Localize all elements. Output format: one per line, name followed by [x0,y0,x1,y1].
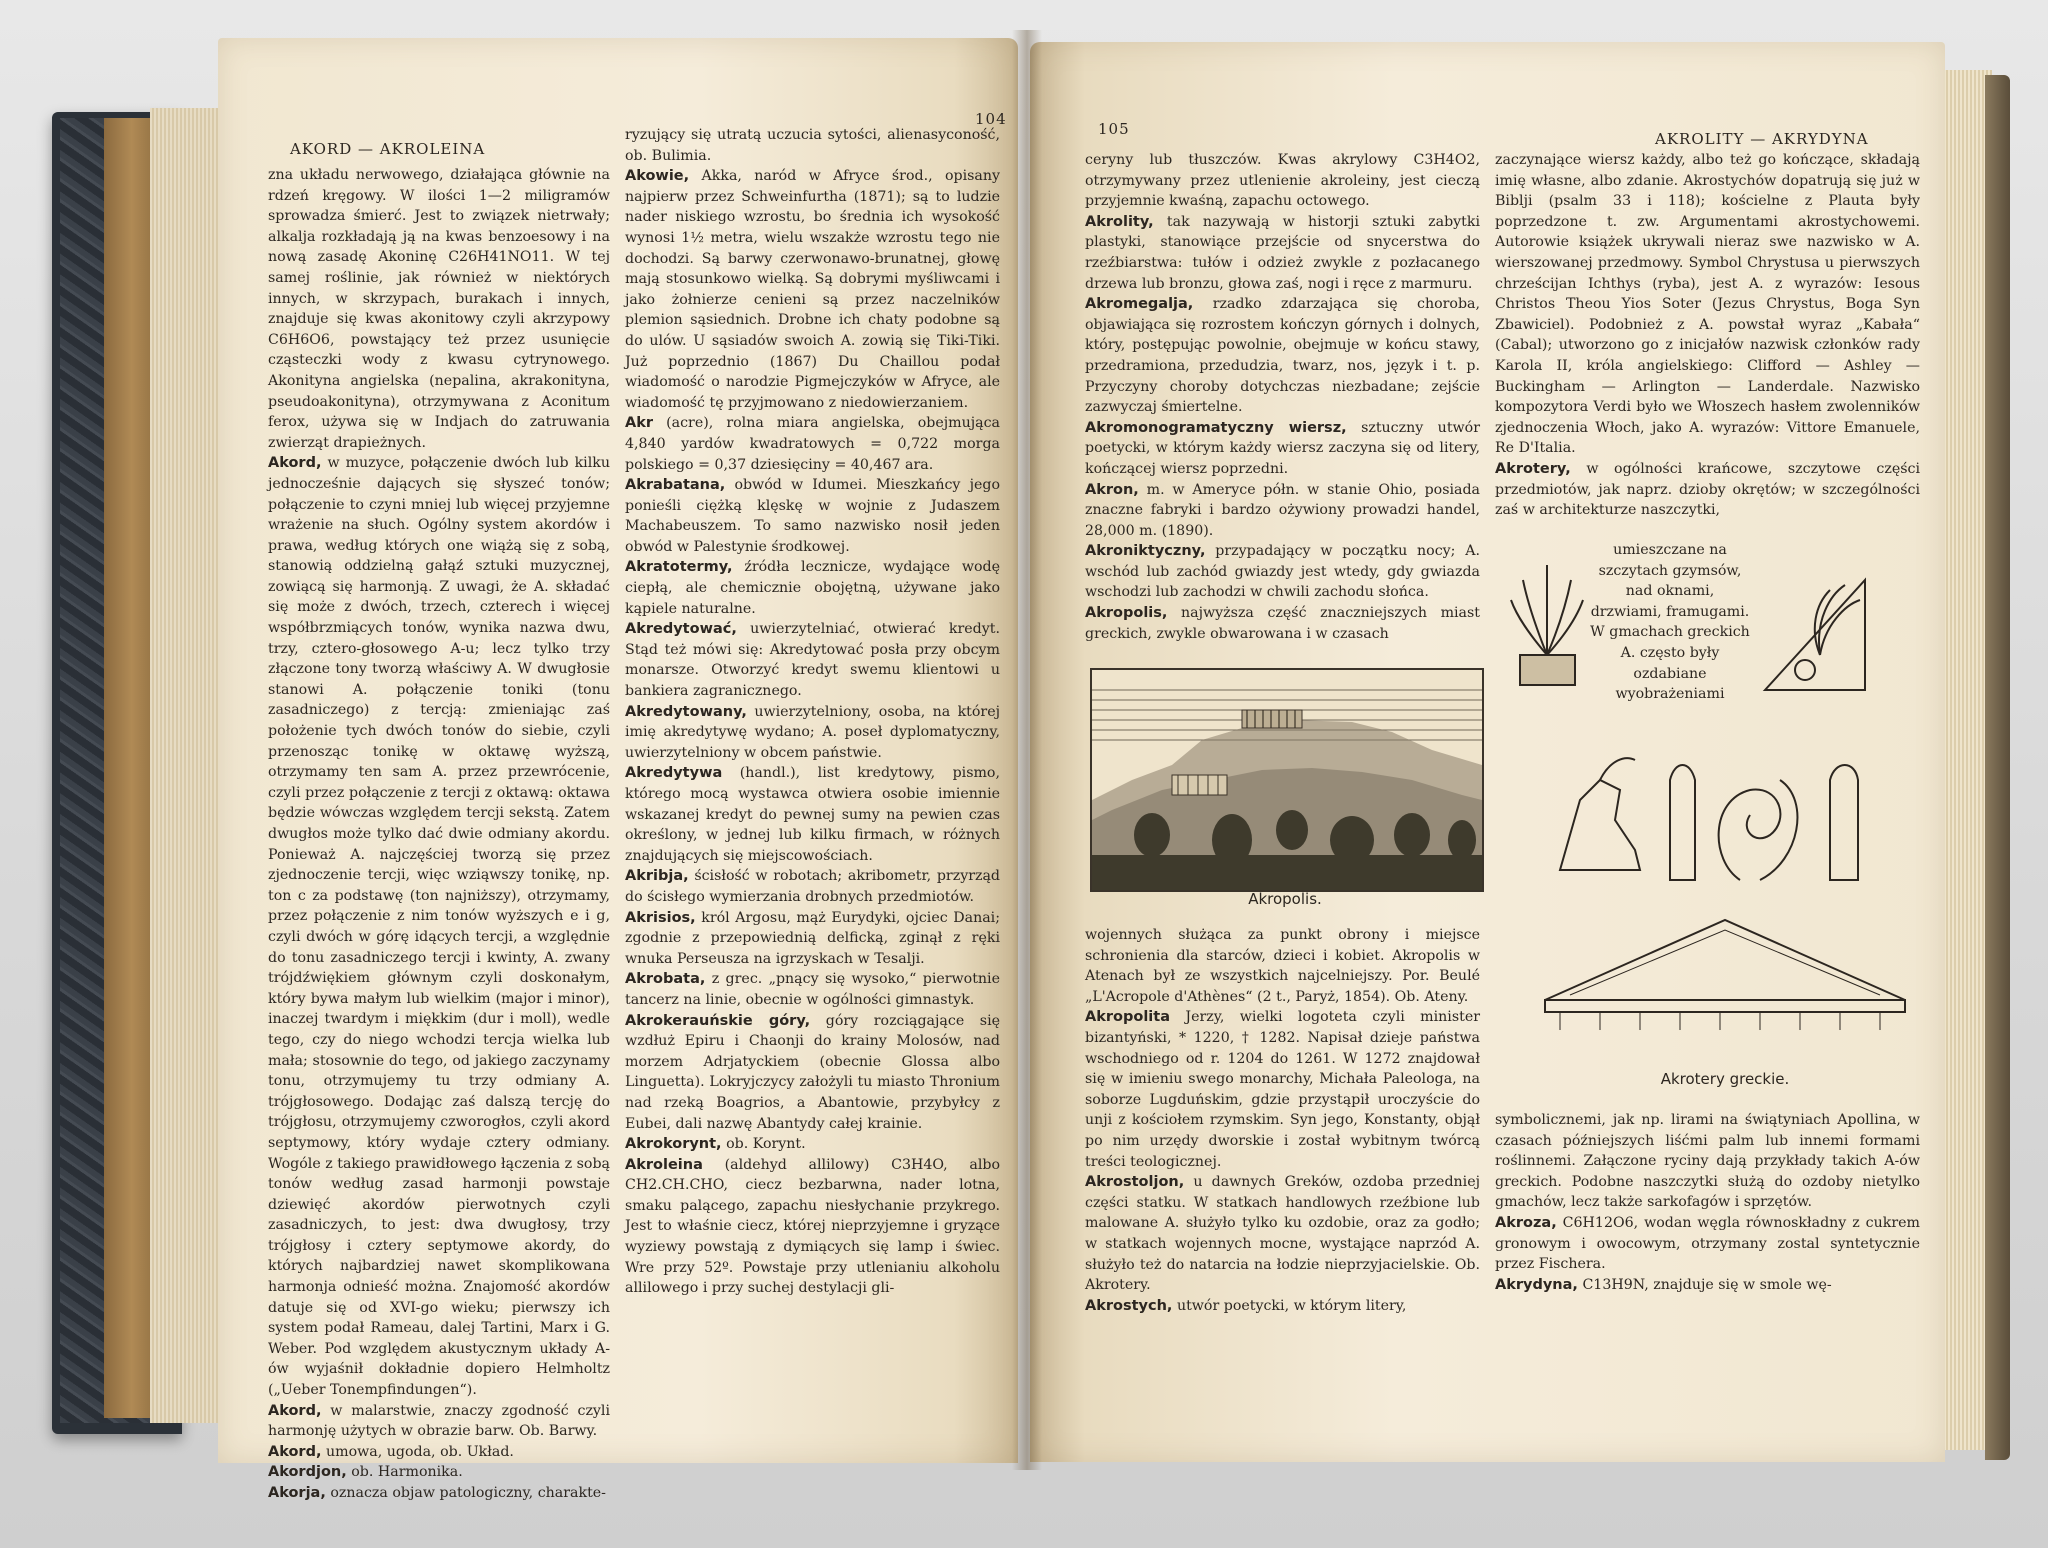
dictionary-entry [625,702,1000,764]
entry-text: w malarstwie, znaczy zgodność czyli harmonję użytych w obrazie barw. Ob. Barwy. [268,1402,611,1440]
akrotery-figure-text: umieszczane na szczytach gzymsów, nad oknami, drzwiami, framugami. W gmachach greckich A. często były ozdabiane wyobrażeniami [1590,542,1750,703]
entry-text: u dawnych Greków, ozdoba przedniej części statku. W statkach handlowych rzeźbione lub malowane A. służyło tylko ku ozdobie, oraz za godło; w statkach wojennych mocne, wystające naprzód A. służyło też do natarcia na łodzie nieprzyjacielskie. Ob. Akrotery. [1085,1174,1480,1294]
entry-headword: Akron, [1085,481,1139,498]
entry-text: z grec. „pnący się wysoko,“ pierwotnie tancerz na linie, obecnie w ogólności gimnastyk. [625,971,1000,1008]
entry-headword: Akrisios, [625,909,696,926]
left-page-number: 104 [975,110,1007,128]
entry-headword: Akroza, [1495,1214,1557,1231]
entry-headword: Akordjon, [268,1464,347,1481]
palmette-akroterion-1 [1505,555,1590,695]
entry-headword: Akord, [268,1402,322,1419]
entry-text: umowa, ugoda, ob. Układ. [326,1443,514,1460]
entry-text: góry rozciągające się wzdłuż Epiru i Chaonji do krainy Molosów, nad morzem Adrjatyckiem (obecnie Glossa albo Linguetta). Lokryjczycy założyli tu miasto Thronium nad rzeką Boagrios, a Abantowie, przybyłcy z Eubei, dali nazwę Abantydy całej krainie. [625,1012,1001,1132]
entry-text: król Argosu, mąż Eurydyki, ojciec Danai; zgodnie z przepowiednią delficką, zginął z ręki wnuka Perseusza na igrzyskach w Tesalji. [625,909,1000,967]
entry-headword: Akr [625,415,654,432]
entry-headword: Akratotermy, [625,559,733,576]
entry-headword: Akromegalja, [1085,296,1194,313]
continued-text [268,165,610,453]
entry-headword: Akrydyna, [1495,1276,1578,1293]
entry-headword: Akroleina [625,1156,703,1173]
board-edge [104,118,150,1418]
right-column-1-top [1085,150,1480,660]
entry-text: tak nazywają w historji sztuki zabytki plastyki, stanowiące przejście od snycerstwa do rzeźbiarstwa: tułów i odzież zwykle z pozłacanego drzewa lub bronzu, głowa zaś, nogi i ręce z marmuru. [1085,213,1480,292]
book-gutter [1012,30,1042,1470]
entry-text: utwór poetycki, w którym litery, [1176,1297,1407,1314]
dictionary-entry [1495,1275,1920,1296]
entry-headword: Akrolity, [1085,213,1154,230]
entry-text: rzadko zdarzająca się choroba, objawiająca się rozrostem kończyn górnych i dolnych, który, postępując powolnie, obejmuje w końcu stawy, przedramiona, przedudzia, twarz, nos, język i t. p. Przyczyny choroby dotychczas niezbadane; zejście zazwyczaj śmiertelne. [1085,296,1481,416]
dictionary-entry [625,1011,1000,1135]
entry-text: ob. Korynt. [726,1136,806,1153]
continued-text [1085,925,1480,1007]
right-column-2-bottom [1495,1110,1920,1325]
right-running-header: AKROLITY — AKRYDYNA [1655,130,1869,148]
dictionary-entry [268,453,610,1400]
entry-text: uwierzytelniony, osoba, na której imię akredytywę wydano; A. poseł dyplomatyczny, uwierzytelniony w obcem państwie. [625,703,1000,761]
entry-text: w ogólności krańcowe, szczytowe części przedmiotów, jak naprz. dzioby okrętów; w szczególności zaś w architekturze naszczytki, [1495,460,1920,519]
akrotery-pediment [1540,910,1910,1035]
entry-headword: Akrostoljon, [1085,1174,1185,1191]
acropolis-caption: Akropolis. [1248,890,1322,908]
dictionary-entry [1085,1007,1480,1172]
entry-text: źródła lecznicze, wydające wodę ciepłą, ale chemicznie obojętną, używane jako kąpiele naturalne. [625,559,1001,617]
entry-headword: Akropolis, [1085,605,1168,622]
dictionary-entry [625,166,1000,413]
dictionary-entry [1495,459,1920,521]
entry-headword: Akord, [268,455,322,472]
acropolis-illustration [1092,670,1482,890]
continued-text [1495,1110,1920,1213]
entry-text: zna układu nerwowego, działająca głównie na rdzeń kręgowy. W ilości 1—2 miligramów sprowadza śmierć. Jest to związek nietrwały; alkalja rozkładają ją na kwas benzoesowy i na nową zasadę Akoninę C26H41NO11. W tej samej roślinie, jak również w niektórych innych, w skrzypach, burakach i innych, znajduje się kwas akonitowy czyli akrzypowy C6H6O6, powstający też przez usunięcie cząsteczki wody z kwasu cytrynowego. Akonityna angielska (nepalina, akrakonityna, pseudoakonityna), otrzymywana z Aconitum ferox, używa się w Indjach do zatruwania zwierząt drapieżnych. [268,167,610,451]
dictionary-entry [625,908,1000,970]
dictionary-entry [1495,1213,1920,1275]
continued-text [625,125,1000,166]
dictionary-entry [1085,294,1480,418]
left-column-1 [268,165,611,1501]
dictionary-entry [625,475,1000,557]
entry-headword: Akorja, [268,1485,326,1501]
entry-text: najwyższa część znaczniejszych miast greckich, zwykle obwarowana i w czasach [1085,605,1480,642]
dictionary-entry [268,1483,610,1504]
palmette-akroterion-2 [1760,560,1870,700]
entry-text: ścisłość w robotach; akribometr, przyrząd do ścisłego wymierzania drobnych przedmiotów. [625,868,1001,905]
entry-headword: Akroniktyczny, [1085,543,1206,560]
dictionary-entry [1085,541,1480,603]
dictionary-entry [625,413,1000,475]
entry-headword: Akredytować, [625,621,737,638]
dictionary-entry [1085,603,1480,644]
entry-headword: Akowie, [625,168,690,185]
entry-text: ceryny lub tłuszczów. Kwas akrylowy C3H4O2, otrzymywany przez utlenienie akroleiny, jest cieczą przyjemnie kwaśną, zapachu octowego. [1085,152,1480,210]
entry-headword: Akredytowany, [625,703,747,720]
entry-text: uwierzytelniać, otwierać kredyt. Stąd też mówi się: Akredytować posła przy obcym monarsze. Otworzyć kredyt swemu klientowi u bankiera zagranicznego. [625,621,1000,700]
entry-headword: Akrokerauńskie góry, [625,1012,811,1029]
entry-headword: Akrabatana, [625,477,726,494]
entry-text: ryzujący się utratą uczucia sytości, alienasyconość, ob. Bulimia. [625,127,1000,164]
entry-text: C6H12O6, wodan węgla równoskładny z cukrem gronowym i owocowym, otrzymany zostal syntetycznie przez Fischera. [1495,1214,1920,1273]
dictionary-entry [1085,212,1480,294]
left-column-2 [625,125,1000,1335]
entry-text: Jerzy, wielki logoteta czyli minister bizantyński, * 1220, † 1282. Napisał dzieje państwa wschodniego od r. 1204 do 1261. W 1272 znajdował się w imieniu swego monarchy, Michała Paleologa, na soborze Lugduńskim, gdzie przystąpił uroczyście do unji z kościołem rzymskim. Syn jego, Konstanty, objął po nim urzędy dworskie i został wybitnym twórcą treści teologicznej. [1085,1009,1480,1170]
entry-headword: Akribja, [625,868,689,885]
entry-text: (handl.), list kredytowy, pismo, którego mocą wystawca otwiera osobie imiennie wskazanej kredyt do pewnej sumy na pewien czas określony, w jednej lub kilku firmach, w różnych znajdujących się miejscowościach. [625,765,1000,864]
dictionary-entry [268,1401,610,1442]
entry-headword: Akredytywa [625,765,723,782]
entry-text: oznacza objaw patologiczny, charakte- [330,1485,606,1501]
entry-text: Akka, naród w Afryce środ., opisany najpierw przez Schweinfurtha (1871); są to ludzie nader niskiego wzrostu, bo średnia ich wysokość wynosi 1½ metra, wielu wszakże wzrostu tego nie dochodzi. Są barwy czerwonawo-brunatnej, głowę mają stosunkowo wielką. Są dobrymi myśliwcami i jako żołnierze cenieni są przez naczelników plemion sąsiednich. Drobne ich chaty podobne są do ulów. U sąsiadów swoich A. zowią się Tiki-Tiki. Już poprzednio (1867) Du Chaillou podał wiadomość o narodzie Pigmejczyków w Afryce, ale wiadomość tę przyjmowano z niedowierzaniem. [625,168,1000,411]
entry-text: przypadający w początku nocy; A. wschód lub zachód gwiazdy jest wtedy, gdy gwiazda wschodzi lub zachodzi w chwili zachodu słońca. [1085,543,1480,601]
dictionary-entry [1085,1172,1480,1296]
page-stack-left [150,108,218,1423]
acropolis-engraving [1090,668,1484,892]
akrotery-figures-sphinx-scroll [1540,740,1880,890]
dictionary-entry [625,557,1000,619]
dictionary-entry [1085,418,1480,480]
entry-headword: Akrostych, [1085,1297,1173,1314]
entry-text: obwód w Idumei. Mieszkańcy jego ponieśli ciężką klęskę w wojnie z Judaszem Machabeuszem. To samo nazwisko nosił jeden obwód w Palestynie środkowej. [625,477,1000,555]
dictionary-entry [1085,1296,1480,1317]
right-column-2-top [1495,150,1920,545]
entry-text: symbolicznemi, jak np. lirami na świątyniach Apollina, w czasach późniejszych liśćmi palm lub innemi formami roślinnemi. Załączone ryciny dają przykłady takich A-ów greckich. Podobne naszczytki służą do ozdoby nietylko gmachów, lecz także sarkofagów i sprzętów. [1495,1112,1920,1211]
dictionary-entry [1085,480,1480,542]
dictionary-entry [625,763,1000,866]
entry-text: ob. Harmonika. [351,1464,463,1481]
entry-headword: Akromonogramatyczny wiersz, [1085,419,1347,436]
dictionary-entry [625,1134,1000,1155]
dictionary-entry [625,619,1000,701]
entry-headword: Akord, [268,1443,322,1460]
entry-text: (aldehyd allilowy) C3H4O, albo CH2.CH.CHO, ciecz bezbarwna, nader lotna, smaku palącego, zapachu niesłychanie przykrego. Jest to właśnie ciecz, której nieprzyjemne i gryzące wyziewy powstają z dymiących się lamp i świec. Wre przy 52º. Powstaje przy utlenianiu alkoholu allilowego i przy suchej destylacji gli- [625,1156,1001,1297]
entry-text: zaczynające wiersz każdy, albo też go kończące, składają imię własne, albo zdanie. Akrostychów dopatrują się już w Biblji (psalm 33 i 118); kościelne z Plauta były poprzedzone t. zw. Argumentami akrostychowemi. Autorowie książek ukrywali nieraz swe nazwisko w A. wierszowanej przedmowy. Symbol Chrystusa u pierwszych chrześcijan Ichthys (ryba), jest A. z wyrazów: Iesous Christos Theou Yios Soter (Jezus Chrystus, Boga Syn Zbawiciel). Podobnież z A. powstał wyraz „Kabała“ (Cabal); utworzono go z inicjałów nazwisk członków rady Karola II, króla angielskiego: Clifford — Ashley — Buckingham — Arlington — Landerdale. Nazwisko kompozytora Verdi było we Włoszech hasłem zwolenników zjednoczenia Włoch, jako A. wyrazów: Vittore Emanuele, Re D'Italia. [1495,152,1920,457]
continued-text [1495,150,1920,459]
entry-headword: Akropolita [1085,1009,1170,1026]
continued-text [1085,150,1480,212]
right-column-1-bottom [1085,925,1480,1325]
dictionary-entry [268,1442,610,1463]
dictionary-entry [268,1462,610,1483]
right-page-number: 105 [1098,120,1130,138]
book-cover-right [1985,75,2010,1460]
dictionary-entry [625,969,1000,1010]
left-running-header: AKORD — AKROLEINA [290,140,486,158]
entry-headword: Akrokorynt, [625,1136,722,1153]
entry-text: m. w Ameryce półn. w stanie Ohio, posiada znaczne fabryki i bardzo ożywiony prowadzi handel, 28,000 m. (1890). [1085,481,1481,539]
dictionary-entry [625,1155,1000,1299]
entry-text: sztuczny utwór poetycki, w którym każdy wiersz zaczyna się od litery, kończącej wiersz poprzedni. [1085,419,1480,477]
entry-text: wojennych służąca za punkt obrony i miejsce schronienia dla starców, dzieci i kobiet. Akropolis w Atenach był ze wszystkich najcelniejszy. Por. Beulé „L'Acropole d'Athènes“ (2 t., Paryż, 1854). Ob. Ateny. [1085,927,1480,1005]
entry-text: C13H9N, znajduje się w smole wę- [1582,1276,1832,1293]
akrotery-caption: Akrotery greckie. [1660,1070,1790,1088]
dictionary-entry [625,866,1000,907]
entry-text: w muzyce, połączenie dwóch lub kilku jednocześnie dających się słyszeć tonów; połączenie to czyni mniej lub więcej przyjemne wrażenie na słuch. Ogólny system akordów i prawa, według których one wiążą się z sobą, stanowią oddzielną gałąź sztuki muzycznej, zowiącą się harmonją. Z uwagi, że A. składać się może z dwóch, trzech, czterech i więcej współbrzmiących tonów, wynika nazwa dwu, trzy, cztero-głosowego A-u; lecz tylko trzy złączone tony tworzą właściwy A. W dwugłosie stanowi A. połączenie toniki (tonu zasadniczego) z tercją: zmieniając zaś położenie tych dwóch tonów do siebie, czyli przenosząc tonikę w oktawę wyższą, otrzymamy ten sam A. przez przewrócenie, czyli przez połączenie z tercji z oktawą: oktawa będzie wówczas względem tercji sekstą. Zatem dwugłos może tylko dać dwie odmiany akordu. Ponieważ A. najczęściej tworzą się przez zjednoczenie tercji, więc wziąwszy tonikę, np. ton c za podstawę (ton najniższy), otrzymamy, przez połączenie z nim tonów wyższych e i g, czyli dwóch w górę idących tercji, a względnie do tonu zasadniczego tercji i kwinty, A. zwany trójdźwiękiem głównym czyli doskonałym, który bywa małym lub wielkim (major i minor), inaczej twardym i miękkim (dur i moll), wedle tego, czy do niego wchodzi tercja wielka lub mała; stosownie do tego, od jakiego zaczynamy tonu, otrzymujemy tu trzy odmiany A. trójgłosowego. Dodając zaś dalszą tercję do trójgłosu, otrzymujemy czworogłos, czyli akord septymowy, który wydaje cztery odmiany. Wogóle z takiego prawidłowego łączenia z sobą tonów według zasad harmonji powstaje dziewięć akordów pierwotnych czyli zasadniczych, to jest: dwa dwugłosy, trzy trójgłosy i cztery septymowe akordy, do których najbardziej nawet skomplikowana harmonja odnieść można. Znajomość akordów datuje się od XVI-go wieku; pierwszy ich system podał Rameau, dalej Tartini, Marx i G. Weber. Pod względem akustycznym układy A-ów wyjaśnił dokładnie dopiero Helmholtz („Ueber Tonempfindungen“). [268,455,610,1399]
entry-text: (acre), rolna miara angielska, obejmująca 4,840 yardów kwadratowych = 0,722 morga polskiego = 0,37 dziesięciny = 40,467 ara. [625,415,1000,473]
entry-headword: Akrotery, [1495,460,1571,477]
entry-headword: Akrobata, [625,971,706,988]
